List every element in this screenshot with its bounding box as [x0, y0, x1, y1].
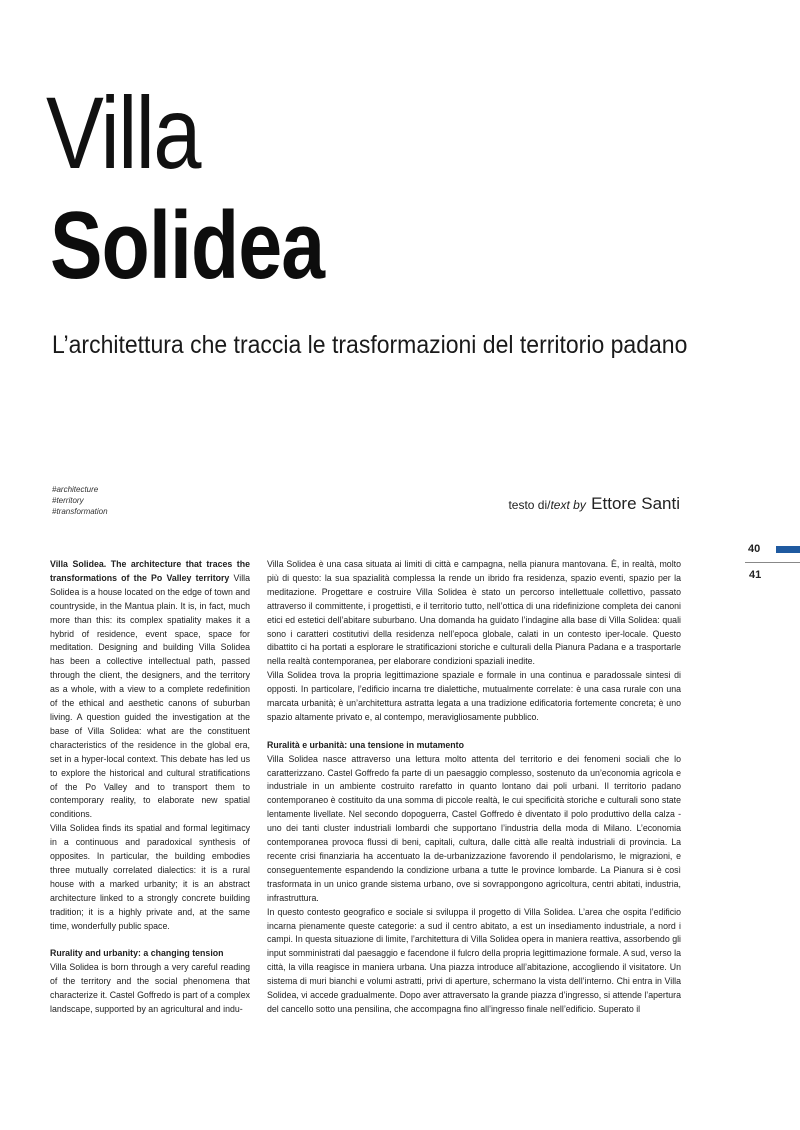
- byline-label-en: text by: [550, 498, 586, 512]
- english-section-heading: Rurality and urbanity: a changing tension: [50, 948, 224, 959]
- hashtag: #transformation: [52, 507, 108, 516]
- author-name: Ettore Santi: [591, 494, 680, 513]
- hashtag: #territory: [52, 496, 84, 505]
- italian-section-heading: Ruralità e urbanità: una tensione in mutamento: [267, 739, 464, 750]
- byline-label-it: testo di/: [508, 498, 551, 512]
- byline-label: [508, 498, 585, 512]
- italian-paragraph: Villa Solidea è una casa situata ai limiti di città e campagna, nella pianura mantovana. È, in realtà, molto più di questo: la sua spazialità complessa la rende un ibrido fra residenza, spazio eventi, spazio per la meditazione. Progettare e costruire Villa Solidea è stato un percorso intellettuale collettivo, passato attraverso il committente, i progettisti, e il territorio tutto, nell’ottica di una ridefinizione completa dei canoni etici ed estetici dell’abitare suburbano. Una domanda ha guidato l’indagine alla base di Villa Solidea: quali sono i caratteri costitutivi della residenza nell’epoca globale, calati in un contesto iper-locale. Questo dibattito ci ha portati a esplorare le stratificazioni storiche e culturali della Pianura Padana e a trasportarle nella realtà contemporanea, per elaborare condizioni spaziali inedite.: [267, 559, 681, 667]
- english-paragraph: [50, 558, 250, 822]
- page-number-current: 40: [748, 543, 761, 555]
- hashtag: #architecture: [52, 485, 99, 494]
- english-lead-heading: Villa Solidea. The architecture that traces the transformations of the Po Valley territory: [50, 559, 250, 583]
- hashtag-list: [52, 484, 108, 517]
- title-line-solidea: Solidea: [50, 192, 325, 299]
- italian-paragraph: Villa Solidea nasce attraverso una lettura molto attenta del territorio e dei fenomeni sociali che lo caratterizzano. Castel Goffredo fa parte di un paesaggio complesso, sostenuto da un’economia agricola e industriale in un ambiente costruito rarefatto in quanto lontano dai poli urbani. Il territorio padano contemporaneo è costituito da una somma di piccole realtà, le cui specificità storiche e culturali sono state lentamente livellate. Nel secondo dopoguerra, Castel Goffredo è diventato il polo produttivo della calza - uno dei tanti cluster industriali lombardi che supportano l’industria della moda di Milano. L’economia contemporanea provoca flussi di beni, capitali, cultura, dalle città alle realtà industriali di provincia. La recente crisi finanziaria ha accentuato la de-urbanizzazione favorendo il pendolarismo, le migrazioni, e conseguentemente espandendo la condizione urbana a tutte le province lombarde. La Pianura si è così trasformata in un unico grande sistema urbano, ove si sovrappongono agricoltura, centri abitati, industria, infrastruttura.: [267, 753, 681, 903]
- english-paragraph: Villa Solidea finds its spatial and formal legitimacy in a continuous and paradoxical synthesis of opposites. In particular, the building embodies three mutually correlated dialectics: it is a rural house with a marked urbanity; it is an abstract architecture linked to a strongly concrete building tradition; it is a highly private and, at the same time, wonderfully public space.: [50, 823, 250, 931]
- page-number-next: 41: [749, 569, 762, 581]
- italian-paragraph: In questo contesto geografico e sociale si sviluppa il progetto di Villa Solidea. L’area che ospita l’edificio incarna pienamente queste categorie: a sud il centro abitato, a est un insediamento industriale, a nord i campi. In questa situazione di limite, l’architettura di Villa Solidea opera in maniera reattiva, assorbendo gli input somministrati dal paesaggio e facendone il fulcro della propria legittimazione formale. A sud, verso la città, la villa reagisce in maniera urbana. Una piazza introduce all’abitazione, accogliendo il visitatore. Un sistema di muri bianchi e volumi astratti, privi di aperture, schermano la vista dell’interno. Chi entra in Villa Solidea, vi accede gradualmente. Dopo aver attraversato la grande piazza d’ingresso, si attende l’apertura del cancello sotto una pensilina, che accompagna fino all’ingresso finale nell’edificio. Superato il: [267, 906, 681, 1014]
- english-paragraph-text: Villa Solidea is a house located on the edge of town and countryside, in the Mantua plain. It is, in fact, much more than this: its complex spatiality makes it a hybrid of residence, event space, space for meditation. Designing and building Villa Solidea has been a collective intellectual path, passed through the client, the designers, and the territory as a whole, with a view to a complete redefinition of the ethical and aesthetic canons of suburban living. A question guided the investigation at the base of Villa Solidea: what are the constituent characteristics of the residence in the global era, set in a hyper-local context. This debate has led us to explore the historical and cultural stratifications of the Po Valley and to transport them to contemporary reality, to elaborate new spatial conditions.: [50, 572, 250, 820]
- article-subtitle: L’architettura che traccia le trasformazioni del territorio padano: [52, 331, 688, 359]
- page-number-divider: [745, 562, 800, 563]
- title-line-villa: Villa: [46, 76, 200, 190]
- english-paragraph: Villa Solidea is born through a very careful reading of the territory and the social phenomena that characterize it. Castel Goffredo is part of a complex landscape, supported by an agricultural and indu-: [50, 962, 250, 1014]
- italian-text-column: [267, 558, 681, 1017]
- author-byline: [508, 494, 680, 514]
- english-text-column: [50, 558, 250, 1017]
- italian-paragraph: Villa Solidea trova la propria legittimazione spaziale e formale in una continua e paradossale sintesi di opposti. In particolare, l’edificio incarna tre dialettiche, mutualmente correlate: è una casa rurale con una marcata urbanità; è un’architettura astratta legata a una tradizione edificatoria fortemente concreta; è uno spazio altamente privato e, al contempo, meravigliosamente pubblico.: [267, 670, 681, 722]
- page-accent-bar: [776, 546, 800, 553]
